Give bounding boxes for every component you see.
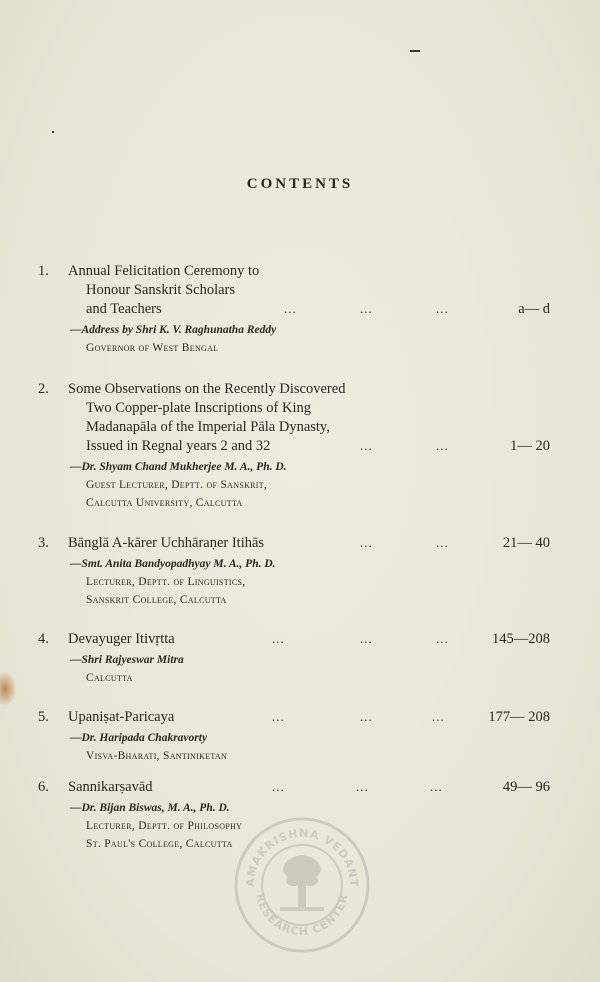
entry-number: 4. bbox=[38, 631, 49, 647]
entry-affiliation: St. Paul's College, Calcutta bbox=[86, 838, 233, 850]
entry-title-line: Madanapāla of the Imperial Pāla Dynasty, bbox=[86, 419, 330, 435]
dot-leader: ... bbox=[356, 779, 369, 794]
page-mark bbox=[410, 50, 420, 52]
entry-author: —Dr. Shyam Chand Mukherjee M. A., Ph. D. bbox=[70, 461, 287, 473]
entry-pages: 177— 208 bbox=[488, 709, 550, 725]
entry-author: —Address by Shri K. V. Raghunatha Reddy bbox=[70, 324, 277, 336]
entry-pages: 49— 96 bbox=[502, 779, 550, 795]
entry-title-line: Upaniṣat-Paricaya bbox=[68, 709, 175, 725]
dot-leader: ... bbox=[436, 438, 449, 453]
stamp-text: AMAKRISHNA VEDANT bbox=[243, 826, 361, 888]
dot-leader: ... bbox=[360, 709, 373, 724]
dot-leader: ... bbox=[272, 631, 285, 646]
entry-number: 2. bbox=[38, 381, 49, 397]
entry-author: —Dr. Haripada Chakravorty bbox=[70, 732, 208, 744]
entry-number: 5. bbox=[38, 709, 49, 725]
entry-affiliation: Sanskrit College, Calcutta bbox=[86, 594, 227, 606]
entry-affiliation: Governor of West Bengal bbox=[86, 342, 219, 354]
entry-title-line: Issued in Regnal years 2 and 32 bbox=[86, 438, 271, 454]
entry-author: —Smt. Anita Bandyopadhyay M. A., Ph. D. bbox=[70, 558, 276, 570]
dot-leader: ... bbox=[436, 535, 449, 550]
entry-affiliation: Visva-Bharati, Santiniketan bbox=[86, 750, 228, 762]
page-speck bbox=[52, 131, 54, 133]
entry-author: —Dr. Bijan Biswas, M. A., Ph. D. bbox=[70, 802, 230, 814]
dot-leader: ... bbox=[430, 779, 443, 794]
entry-author: —Shri Rajyeswar Mitra bbox=[70, 654, 184, 666]
entry-title-line: Honour Sanskrit Scholars bbox=[86, 282, 236, 298]
entry-affiliation: Lecturer, Deptt. of Linguistics, bbox=[86, 576, 246, 588]
entry-affiliation: Calcutta bbox=[86, 672, 133, 684]
entry-title-line: Two Copper-plate Inscriptions of King bbox=[86, 400, 312, 416]
entry-number: 3. bbox=[38, 535, 49, 551]
entry-pages: a— d bbox=[518, 301, 550, 317]
entry-title-line: Sannikarṣavād bbox=[68, 779, 153, 795]
dot-leader: ... bbox=[284, 301, 297, 316]
dot-leader: ... bbox=[436, 631, 449, 646]
entry-pages: 1— 20 bbox=[510, 438, 550, 454]
entry-title-line: and Teachers bbox=[86, 301, 162, 317]
entry-pages: 21— 40 bbox=[502, 535, 550, 551]
dot-leader: ... bbox=[432, 709, 445, 724]
dot-leader: ... bbox=[360, 535, 373, 550]
dot-leader: ... bbox=[360, 438, 373, 453]
entry-affiliation: Guest Lecturer, Deptt. of Sanskrit, bbox=[86, 479, 268, 491]
entry-affiliation: Lecturer, Deptt. of Philosophy bbox=[86, 820, 243, 832]
stamp-seal-icon bbox=[232, 815, 372, 955]
entry-pages: 145—208 bbox=[492, 631, 550, 647]
dot-leader: ... bbox=[360, 301, 373, 316]
page-stain bbox=[0, 672, 16, 706]
dot-leader: ... bbox=[360, 631, 373, 646]
dot-leader: ... bbox=[436, 301, 449, 316]
entry-number: 6. bbox=[38, 779, 49, 795]
stamp-text: RESEARCH CENTER bbox=[253, 892, 351, 939]
dot-leader: ... bbox=[272, 779, 285, 794]
page-title: CONTENTS bbox=[246, 176, 354, 192]
entry-title-line: Bānglā A-kārer Uchhāraṇer Itihās bbox=[68, 535, 265, 551]
library-stamp-watermark bbox=[232, 815, 372, 955]
entry-title-line: Some Observations on the Recently Discovered bbox=[68, 381, 346, 397]
entry-number: 1. bbox=[38, 263, 49, 279]
dot-leader: ... bbox=[272, 709, 285, 724]
entry-title-line: Devayuger Itivṛtta bbox=[68, 631, 175, 647]
entry-title-line: Annual Felicitation Ceremony to bbox=[68, 263, 260, 279]
entry-affiliation: Calcutta University, Calcutta bbox=[86, 497, 243, 509]
